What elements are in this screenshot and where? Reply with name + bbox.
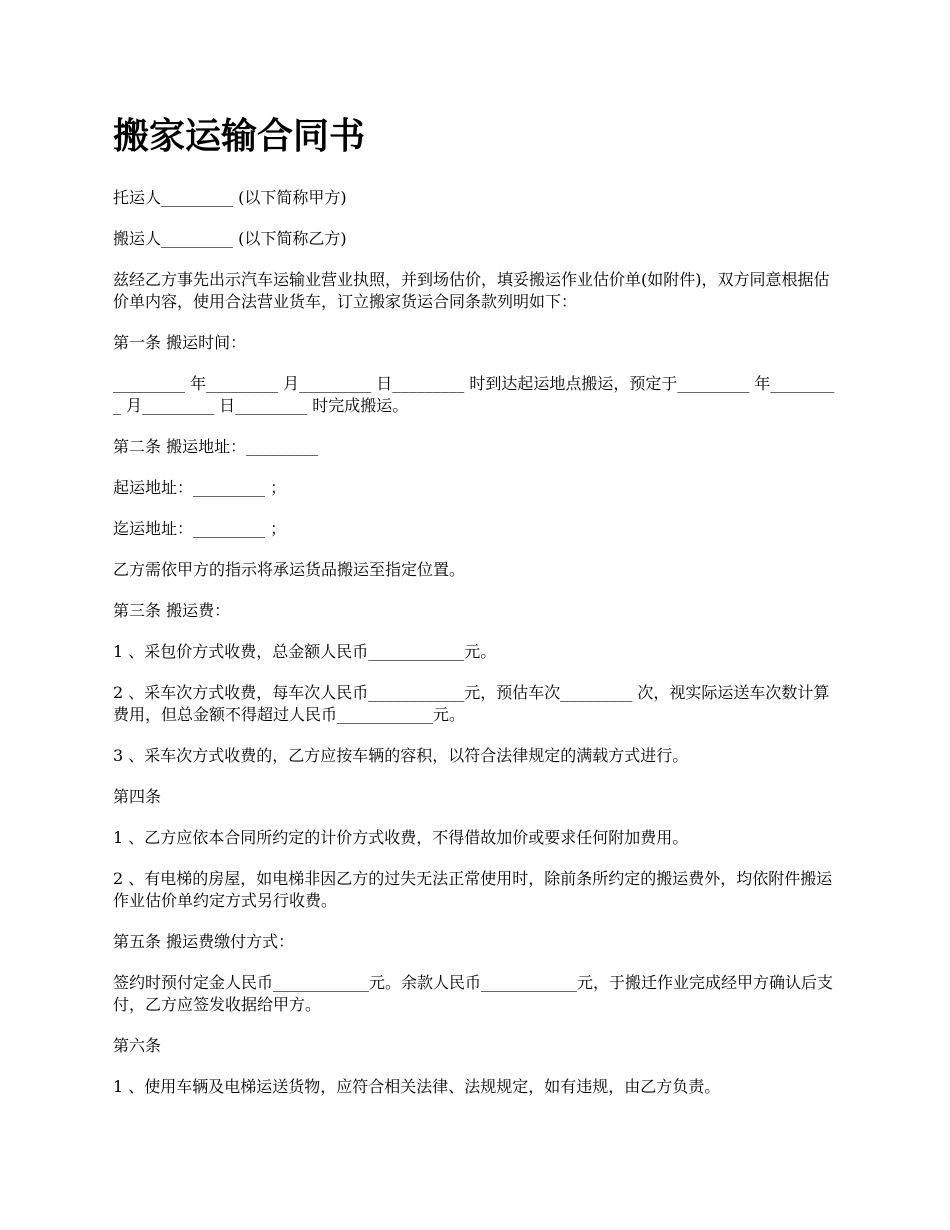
article-4-item-2: 2 、有电梯的房屋，如电梯非因乙方的过失无法正常使用时，除前条所约定的搬运费外，均依附件搬运作业估价单约定方式另行收费。 — [113, 869, 833, 910]
destination-address-line: 迄运地址：_________ ； — [113, 519, 287, 538]
article-6-heading: 第六条 — [113, 1036, 162, 1055]
article-5-heading: 第五条 搬运费缴付方式： — [113, 932, 295, 951]
article-3-item-3: 3 、采车次方式收费的，乙方应按车辆的容积，以符合法律规定的满载方式进行。 — [113, 746, 689, 765]
preamble-paragraph: 兹经乙方事先出示汽车运输业营业执照，并到场估价，填妥搬运作业估价单(如附件)，双方同意根据估价单内容，使用合法营业货车，订立搬家货运合同条款列明如下： — [113, 270, 830, 311]
article-3-heading: 第三条 搬运费： — [113, 601, 231, 620]
carrier-line: 搬运人_________ (以下简称乙方) — [113, 229, 347, 248]
article-4-heading: 第四条 — [113, 787, 162, 806]
placement-paragraph: 乙方需依甲方的指示将承运货品搬运至指定位置。 — [113, 560, 466, 579]
article-2-heading: 第二条 搬运地址：_________ — [113, 437, 319, 456]
document-title: 搬家运输合同书 — [113, 115, 366, 157]
article-1-heading: 第一条 搬运时间： — [113, 333, 247, 352]
article-4-item-1: 1 、乙方应依本合同所约定的计价方式收费，不得借故加价或要求任何附加费用。 — [113, 828, 689, 847]
shipper-line: 托运人_________ (以下简称甲方) — [113, 188, 347, 207]
article-6-item-1: 1 、使用车辆及电梯运送货物，应符合相关法律、法规规定，如有违规，由乙方负责。 — [113, 1077, 721, 1096]
article-3-item-1: 1 、采包价方式收费，总金额人民币____________元。 — [113, 642, 497, 661]
origin-address-line: 起运地址：_________ ； — [113, 478, 287, 497]
article-3-item-2: 2 、采车次方式收费，每车次人民币____________元，预估车次_________ 次，视实际运送车次数计算费用，但总金额不得超过人民币____________元。 — [113, 683, 830, 724]
document-body — [113, 112, 840, 1117]
moving-time-paragraph: _________ 年_________ 月_________ 日_________ 时到达起运地点搬运，预定于_________ 年_________ 月_________ 日_________ 时完成搬运。 — [113, 374, 835, 415]
payment-paragraph: 签约时预付定金人民币____________元。余款人民币____________元，于搬迁作业完成经甲方确认后支付，乙方应签发收据给甲方。 — [113, 973, 834, 1014]
